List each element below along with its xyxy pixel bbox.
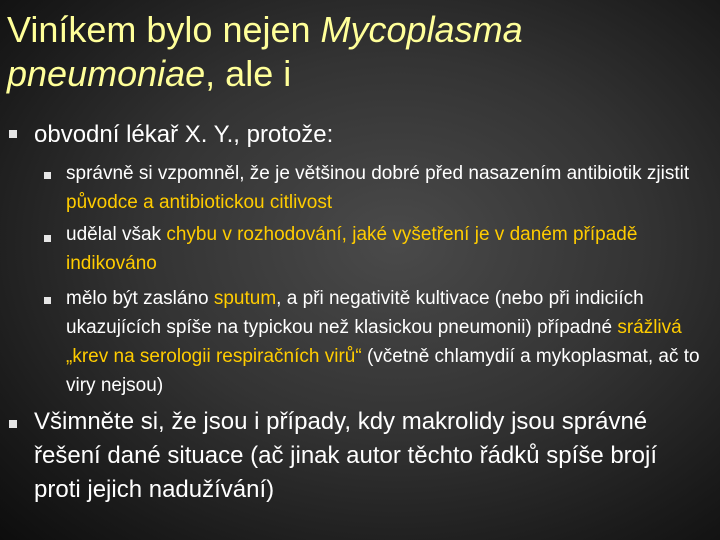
sub-bullet-marker-3	[44, 297, 51, 304]
sub-bullet-3-text-b: , a při negativitě kultivace (nebo při indiciích ukazujících spíše na typickou než klasickou pneumonii) případné	[66, 288, 644, 338]
sub-bullet-3-text-a: mělo být zasláno	[66, 288, 214, 309]
bullet-text-2: Všimněte si, že jsou i případy, kdy makrolidy jsou správné řešení dané situace (ač jinak autor těchto řádků spíše brojí proti jejich nadužívání)	[34, 408, 658, 503]
title-part-1: Viníkem bylo nejen	[7, 9, 321, 50]
bullet-text-1: obvodní lékař X. Y., protože:	[34, 121, 334, 148]
title-part-4: , ale i	[205, 53, 292, 94]
slide-title	[7, 8, 707, 96]
bullet-marker-1	[9, 130, 17, 138]
sub-bullet-text-2	[66, 220, 706, 278]
sub-bullet-text-3	[66, 284, 706, 400]
sub-bullet-3-highlight-a: sputum	[213, 288, 277, 309]
title-part-2: Mycoplasma	[320, 9, 523, 50]
sub-bullet-marker-1	[44, 172, 51, 179]
sub-bullet-2-highlight: chybu v rozhodování, jaké vyšetření je v daném případě indikováno	[66, 224, 638, 274]
title-part-3: pneumoniae	[7, 53, 206, 94]
sub-bullet-3-highlight-b: srážlivá „krev na serologii respiračních virů“	[66, 317, 682, 367]
bullet-marker-2	[9, 420, 17, 428]
sub-bullet-text-1	[66, 159, 706, 217]
sub-bullet-2-text: udělal však	[66, 224, 167, 245]
sub-bullet-1-text: správně si vzpomněl, že je většinou dobré před nasazením antibiotik zjistit	[66, 163, 690, 184]
sub-bullet-3-text-c: (včetně chlamydií a mykoplasmat, ač to viry nejsou)	[66, 346, 700, 396]
sub-bullet-marker-2	[44, 235, 51, 242]
sub-bullet-1-highlight: původce a antibiotickou citlivost	[66, 192, 333, 213]
